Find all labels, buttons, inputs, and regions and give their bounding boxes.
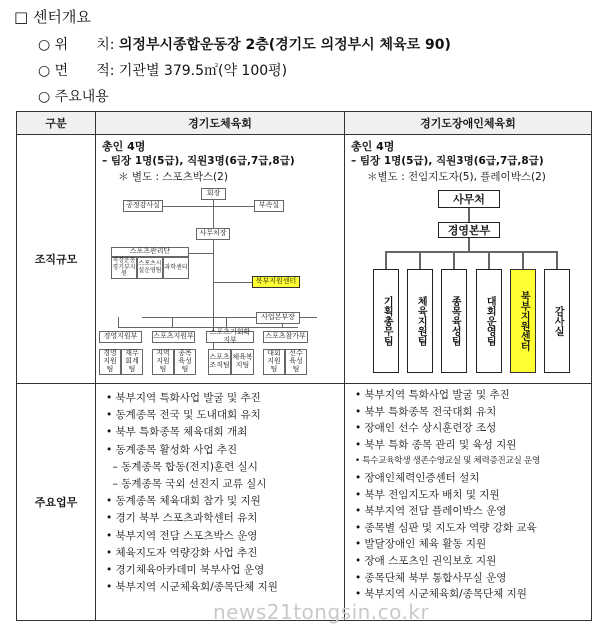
header-right-org: 경기도장애인체육회 [345, 112, 592, 135]
left-staff-total: 총인 4명 [102, 140, 146, 153]
list-item: • 북부 특화종목 체육대회 개최 [106, 426, 248, 439]
list-item: • 경기 북부 스포츠과학센터 유치 [106, 512, 258, 525]
right-staff-note: ＊별도 : 전임지도자(5), 플레이박스(2) [367, 171, 546, 183]
left-org-team2: 재무회계팀 [121, 349, 143, 375]
list-item: • 북부지역 특화사업 발굴 및 추진 [106, 392, 261, 404]
left-org-team5: 스포츠조직팀 [208, 349, 231, 375]
right-org-management-hq: 경영본부 [438, 222, 500, 238]
left-org-team7: 대회지원팀 [263, 349, 285, 375]
left-duties-cell [96, 384, 345, 621]
left-org-team6: 체육복지팀 [231, 349, 254, 375]
list-item: • 동계종목 활성화 사업 추진 [106, 443, 238, 456]
overview-table [16, 111, 592, 621]
list-item: • 북부지역 시군체육회/종목단체 지원 [355, 588, 527, 601]
list-item: • 종목단체 북부 통합사무실 운영 [355, 571, 507, 584]
right-staff-line: – 팀장 1명(5급), 직원3명(6급,7급,8급) [351, 155, 544, 167]
left-org-vice: 부속실 [254, 200, 284, 212]
left-org-sub2: 스포츠시설운영팀 [137, 257, 163, 279]
list-item: • 장애인 선수 상시훈련장 조성 [355, 422, 497, 435]
left-staff-note: ＊ 별도 : 스포츠박스(2) [118, 171, 228, 183]
list-item: • 북부지역 특화사업 발굴 및 추진 [355, 389, 510, 401]
right-staff-total: 총인 4명 [351, 140, 395, 153]
right-org-secretariat: 사무처 [438, 190, 500, 208]
location-value: 의정부시종합운동장 2층(경기도 의정부시 체육로 90) [118, 37, 451, 53]
right-org-team: 체육지원팀 [407, 269, 433, 373]
left-org-team1: 경영지원팀 [99, 349, 121, 375]
list-item: • 장애인체력인증센터 설치 [355, 471, 480, 484]
right-org-team: 대회운영팀 [476, 269, 502, 373]
contents-label: ○ 주요내용 [38, 89, 109, 105]
list-item: • 체육지도자 역량강화 사업 추진 [106, 546, 258, 559]
area-value: 기관별 379.5㎡(약 100평) [118, 63, 288, 79]
location-row [38, 34, 451, 54]
right-org-cell [345, 135, 592, 384]
list-item: • 장애 스포츠인 권익보호 지원 [355, 554, 497, 567]
list-item: • 북부지역 시군체육회/종목단체 지원 [106, 581, 278, 594]
list-item: • 북부 특화 종목 관리 및 육성 지원 [355, 438, 517, 451]
left-org-cell [96, 135, 345, 384]
list-item: • 동계종목 체육대회 참가 및 지원 [106, 495, 261, 508]
right-duties-cell [345, 384, 592, 621]
list-item: • 북부지역 전담 스포츠박스 운영 [106, 529, 258, 542]
left-org-dept3: 스포츠기회확지부 [206, 331, 254, 343]
left-org-dept1: 경영지원부 [99, 331, 142, 343]
area-row [38, 60, 287, 80]
list-item: – 동계종목 합동(전지)훈련 실시 [106, 460, 258, 473]
left-org-team4: 종목육성팀 [174, 349, 196, 375]
header-gubun: 구분 [17, 112, 96, 135]
left-org-sub1: 직장운동경기부지원 [112, 257, 136, 278]
list-item: • 경기체육아카데미 북부사업 운영 [106, 564, 265, 577]
row-label-org: 조직규모 [17, 135, 96, 384]
left-org-audit: 공정감사실 [123, 200, 163, 212]
list-item: • 동계종목 전국 및 도내대회 유치 [106, 409, 261, 422]
left-org-sub3: 과학센터 [163, 257, 189, 279]
list-item: • 북부 특화종목 전국대회 유치 [355, 405, 497, 418]
section-title: □ 센터개요 [14, 8, 91, 26]
left-staff-line: – 팀장 1명(5급), 직원3명(6급,7급,8급) [102, 155, 295, 167]
right-duties-list [345, 384, 591, 603]
left-org-secretary: 사무처장 [196, 228, 230, 240]
left-org-north-center: 북부지원센터 [252, 276, 300, 288]
list-item: • 북부 전임지도자 배치 및 지원 [355, 488, 500, 501]
right-org-team: 기획총무팀 [373, 269, 399, 373]
header-left-org: 경기도체육회 [96, 112, 345, 135]
right-org-team-north-center: 북부지원센터 [510, 269, 536, 373]
list-item: • 발달장애인 체육 활동 지원 [355, 538, 487, 551]
area-label: ○ 면 적: [38, 63, 115, 79]
right-org-team: 감사실 [544, 269, 570, 373]
left-org-dept2: 스포츠지원부 [152, 331, 195, 343]
left-org-team8: 선수육성팀 [285, 349, 307, 375]
left-org-dept4: 스포츠참가부 [263, 331, 308, 343]
right-org-team: 종목육성팀 [441, 269, 467, 373]
list-item: • 특수교육학생 생존수영교실 및 체력증진교실 운영 [355, 456, 540, 467]
list-item: • 북부지역 전담 플레이박스 운영 [355, 505, 507, 518]
location-label: ○ 위 치: [38, 37, 115, 53]
left-duties-list [96, 384, 344, 596]
left-org-sports-mgmt: 스포츠관리단 [111, 247, 189, 257]
row-label-duties: 주요업무 [17, 384, 96, 621]
left-org-president: 회장 [201, 188, 226, 200]
left-org-biz-director: 사업본부장 [256, 312, 300, 324]
list-item: • 종목별 심판 및 지도자 역량 강화 교육 [355, 521, 537, 534]
list-item: – 동계종목 국외 선진지 교류 실시 [106, 478, 267, 491]
left-org-team3: 지역지원팀 [152, 349, 174, 375]
watermark: news21tongsin.co.kr [213, 600, 430, 624]
